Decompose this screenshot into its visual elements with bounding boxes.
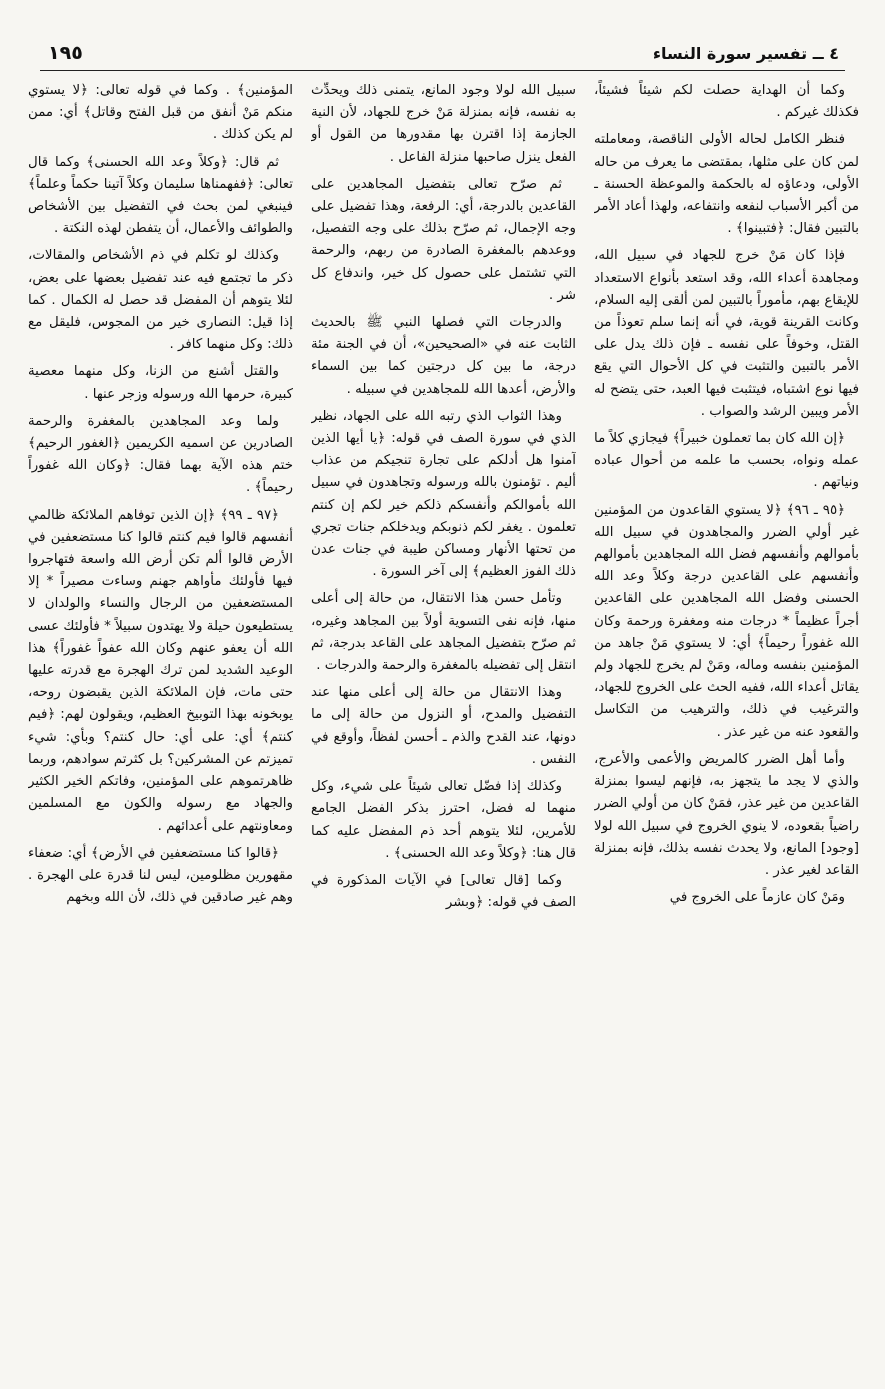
paragraph: ثم صرّح تعالى بتفضيل المجاهدين على القاعدين بالدرجة، أي: الرفعة، وهذا تفضيل على وجه الإجمال، ثم صرّح بذلك على وجه التفصيل، ووعدهم بالمغفرة الصادرة من ربهم، والرحمة التي تشتمل على حصول كل خير، واندفاع كل شر . [311,176,576,303]
column-left [28,80,293,1377]
paragraph: وهذا الثواب الذي رتبه الله على الجهاد، نظير الذي في سورة الصف في قوله: ﴿يا أيها الذين آمنوا هل أدلكم على تجارة تنجيكم من عذاب أليم . تؤمنون بالله ورسوله وتجاهدون في سبيل الله بأموالكم وأنفسكم ذلكم خير لكم إن كنتم تعلمون . يغفر لكم ذنوبكم ويدخلكم جنات تجري من تحتها الأنهار ومساكن طيبة في جنات عدن ذلك الفوز العظيم﴾ إلى آخر السورة . [311,408,576,580]
column-middle [311,80,576,1377]
paragraph: ثم قال: ﴿وكلاً وعد الله الحسنى﴾ وكما قال تعالى: ﴿ففهمناها سليمان وكلاً آتينا حكماً وعلماً﴾ فينبغي لمن بحث في التفضيل بين الأشخاص والطوائف والأعمال، أن يتفطن لهذه النكتة . [28,154,293,237]
paragraph: فإذا كان مَنْ خرج للجهاد في سبيل الله، ومجاهدة أعداء الله، وقد استعد بأنواع الاستعداد للإيقاع بهم، مأموراً بالتبين لمن ألقى إليه السلام، وكانت القرينة قوية، في أنه إنما سلم تعوذاً من القتل، وخوفاً على نفسه ـ فإن ذلك يدل على الأمر بالتبين والتثبت في كل الأحوال التي يقع فيها نوع اشتباه، فيتثبت فيها العبد، حتى يتضح له الأمر ويبين الرشد والصواب . [594,248,859,419]
paragraph: وأما أهل الضرر كالمريض والأعمى والأعرج، والذي لا يجد ما يتجهز به، فإنهم ليسوا بمنزلة القاعدين من غير عذر، فمَنْ كان من أولي الضرر راضياً بقعوده، لا ينوي الخروج في سبيل الله لولا [وجود] المانع، ولا يحدث نفسه بذلك، فإنه بمنزلة القاعد لغير عذر . [594,751,859,878]
verse-paragraph: ﴿٩٥ ـ ٩٦﴾ ﴿لا يستوي القاعدون من المؤمنين غير أولي الضرر والمجاهدون في سبيل الله بأموالهم وأنفسهم فضل الله المجاهدين بأموالهم وأنفسهم على القاعدين درجة وكلاً وعد الله الحسنى وفضل الله المجاهدين على القاعدين أجراً عظيماً * درجات منه ومغفرة ورحمة وكان الله غفوراً رحيماً﴾ أي: لا يستوي مَنْ جاهد من المؤمنين بنفسه وماله، ومَنْ لم يخرج للجهاد ولم يقاتل أعداء الله، ففيه الحث على الخروج للجهاد، والترغيب في ذلك، والترهيب من التكاسل والقعود عنه من غير عذر . [594,502,859,740]
paragraph: وتأمل حسن هذا الانتقال، من حالة إلى أعلى منها، فإنه نفى التسوية أولاً بين المجاهد وغيره، ثم صرّح بتفضيل المجاهد على القاعد بدرجة، ثم انتقل إلى تفضيله بالمغفرة والرحمة والدرجات . [311,591,576,674]
verse-paragraph: ﴿٩٧ ـ ٩٩﴾ ﴿إن الذين توفاهم الملائكة ظالمي أنفسهم قالوا فيم كنتم قالوا كنا مستضعفين في الأرض قالوا ألم تكن أرض الله واسعة فتهاجروا فيها فأولئك مأواهم جهنم وساءت مصيراً * إلا المستضعفين من الرجال والنساء والولدان لا يستطيعون حيلة ولا يهتدون سبيلاً * فأولئك عسى الله أن يعفو عنهم وكان الله عفواً غفوراً﴾ هذا الوعيد الشديد لمن ترك الهجرة مع قدرته عليها حتى مات، فإن الملائكة الذين يقبضون روحه، يوبخونه بهذا التوبيخ العظيم، ويقولون لهم: ﴿فيم كنتم﴾ أي: على أي: حال كنتم؟ وبأي: شيء تميزتم عن المشركين؟ بل كثرتم سوادهم، وربما ظاهرتموهم على المؤمنين، وفاتكم الخير الكثير والجهاد مع رسوله والكون مع المسلمين ومعاونتهم على أعدائهم . [28,507,293,834]
paragraph: سبيل الله لولا وجود المانع، يتمنى ذلك ويحدِّث به نفسه، فإنه بمنزلة مَنْ خرج للجهاد، لأن النية الجازمة إذا اقترن بها مقدورها من القول أو الفعل ينزل صاحبها منزلة الفاعل . [311,83,576,165]
paragraph: ﴿إن الله كان بما تعملون خبيراً﴾ فيجازي كلاً ما عمله ونواه، بحسب ما علمه من أحوال عباده ونياتهم . [594,431,859,491]
text-columns [28,80,859,1377]
paragraph: والقتل أشنع من الزنا، وكل منهما معصية كبيرة، حرمها الله ورسوله وزجر عنها . [28,364,293,402]
paragraph: وكما [قال تعالى] في الآيات المذكورة في الصف في قوله: ﴿وبشر [311,872,576,911]
paragraph: ومَنْ كان عازماً على الخروج في [669,890,845,906]
paragraph: وكما أن الهداية حصلت لكم شيئاً فشيئاً، فكذلك غيركم . [594,83,859,121]
paragraph: ﴿قالوا كنا مستضعفين في الأرض﴾ أي: ضعفاء مقهورين مظلومين، ليس لنا قدرة على الهجرة . وهم غير صادقين في ذلك، لأن الله وبخهم [28,845,293,906]
paragraph: ولما وعد المجاهدين بالمغفرة والرحمة الصادرين عن اسميه الكريمين ﴿الغفور الرحيم﴾ ختم هذه الآية بهما فقال: ﴿وكان الله غفوراً رحيماً﴾ . [28,413,293,496]
paragraph: فنظر الكامل لحاله الأولى الناقصة، ومعاملته لمن كان على مثلها، بمقتضى ما يعرف من حاله الأولى، ودعاؤه له بالحكمة والموعظة الحسنة ـ من أكبر الأسباب لنفعه وانتفاعه، ولهذا أعاد الأمر بالتبين فقال: ﴿فتبينوا﴾ . [594,132,859,237]
column-right [594,80,859,1377]
page-number: ١٩٥ [48,42,83,64]
paragraph: وكذلك إذا فضّل تعالى شيئاً على شيء، وكل منهما له فضل، احترز بذكر الفضل الجامع للأمرين، لئلا يتوهم أحد ذم المفضل عليه كما قال هنا: ﴿وكلاً وعد الله الحسنى﴾ . [311,779,576,861]
page-header [40,41,845,71]
paragraph: وكذلك لو تكلم في ذم الأشخاص والمقالات، ذكر ما تجتمع فيه عند تفضيل بعضها على بعض، لئلا يتوهم أن المفضل قد حصل له الكمال . كما إذا قيل: النصارى خير من المجوس، فليقل مع ذلك: وكل منهما كافر . [28,248,293,353]
paragraph: والدرجات التي فصلها النبي ﷺ بالحديث الثابت عنه في «الصحيحين»، أن في الجنة مئة درجة، ما بين كل درجتين كما بين السماء والأرض، أعدها الله للمجاهدين في سبيله . [311,315,576,397]
paragraph: وهذا الانتقال من حالة إلى أعلى منها عند التفضيل والمدح، أو النزول من حالة إلى ما دونها، عند القدح والذم ـ أحسن لفظاً، وأوقع في النفس . [311,685,576,767]
running-title: ٤ ــ تفسير سورة النساء [652,44,839,63]
paragraph: المؤمنين﴾ . وكما في قوله تعالى: ﴿لا يستوي منكم مَنْ أنفق من قبل الفتح وقاتل﴾ أي: ممن لم يكن كذلك . [28,83,293,143]
